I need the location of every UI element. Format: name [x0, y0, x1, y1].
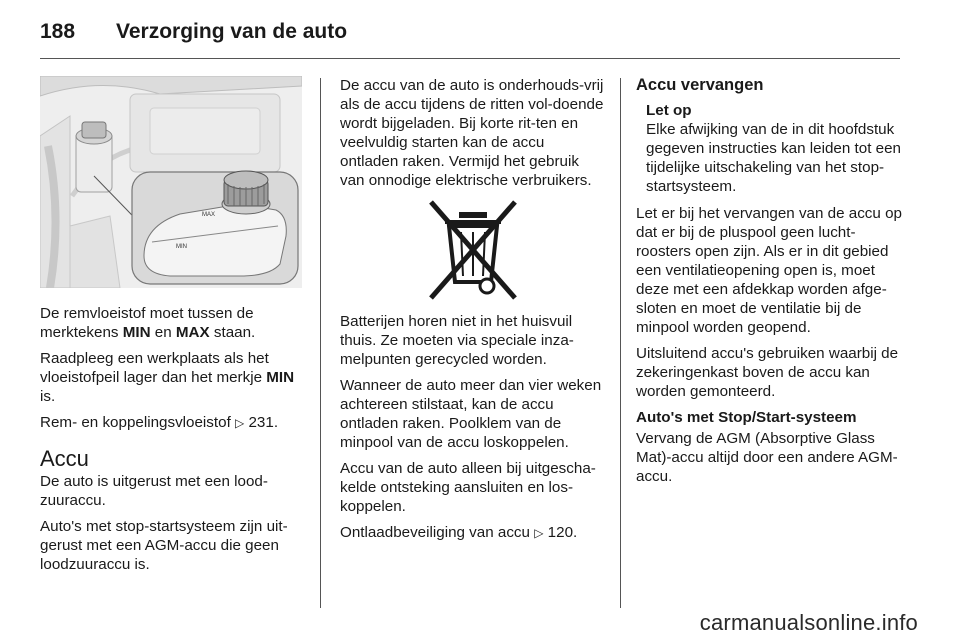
column-3 [636, 76, 904, 493]
accu-lead-acid-text: De auto is uitgerust met een lood-zuuraccu. [40, 473, 268, 509]
battery-disposal-text: Batterijen horen niet in het huisvuil thuis. Ze moeten via speciale inza-melpunten gerecycled worden. [340, 313, 574, 368]
subheading-stop-start: Auto's met Stop/Start-systeem [636, 409, 857, 426]
page-number: 188 [40, 20, 76, 43]
note-box [636, 101, 904, 196]
column-2 [340, 76, 606, 550]
column-divider-2 [620, 78, 621, 608]
brake-fluid-level-text: De remvloeistof moet tussen de merktekens MIN en MAX staan. [40, 305, 256, 341]
fuse-box-text: Uitsluitend accu's gebruiken waarbij de zekeringenkast boven de accu kan worden gemonteerd. [636, 345, 899, 400]
page-ref-arrow-icon: ▷ [235, 416, 245, 430]
heading-accu-vervangen: Accu vervangen [636, 76, 764, 94]
page-title: Verzorging van de auto [116, 20, 348, 43]
agm-replacement-text: Vervang de AGM (Absorptive Glass Mat)-accu altijd door een andere AGM-accu. [636, 430, 898, 485]
maintenance-free-text: De accu van de auto is onderhouds-vrij als de accu tijdens de ritten vol-doende wordt bijgeladen. Bij korte rit-ten en veelvuldig starten kan de accu ontladen raken. Vermijd het gebruik van onnodige elektrische verbruikers. [340, 77, 604, 189]
brake-fluid-low-text: Raadpleeg een werkplaats als het vloeistofpeil lager dan het merkje MIN is. [40, 350, 295, 405]
page-reference-link[interactable]: 120. [547, 524, 578, 541]
brake-fluid-reservoir-illustration [40, 76, 302, 288]
header-rule [40, 58, 900, 59]
column-divider-1 [320, 78, 321, 608]
page-reference-link[interactable]: 231. [248, 414, 279, 431]
accu-agm-text: Auto's met stop-startsysteem zijn uit-gerust met een AGM-accu die geen loodzuuraccu is. [40, 518, 288, 573]
crossed-bin-recycling-icon [425, 198, 521, 302]
watermark: carmanualsonline.info [699, 610, 918, 635]
discharge-protection-reference: Ontlaadbeveiliging van accu ▷ 120. [340, 524, 578, 541]
long-standstill-text: Wanneer de auto meer dan vier weken achtereen stilstaat, kan de accu ontladen raken. Poolklem van de minpool van de accu loskoppelen. [340, 377, 602, 451]
min-label: MIN [176, 244, 187, 250]
brake-fluid-reference: Rem- en koppelingsvloeistof ▷ 231. [40, 414, 279, 431]
note-title: Let op [646, 102, 692, 119]
max-label: MAX [202, 212, 216, 218]
page-ref-arrow-icon: ▷ [534, 526, 544, 540]
page-header [40, 20, 347, 44]
ventilation-text: Let er bij het vervangen van de accu op dat er bij de pluspool geen lucht-roosters open zijn. Als er in dit gebied een ventilatieopening open is, moet deze met een afdekkap worden afge-sloten en moet de ventilatie bij de minpool worden geopend. [636, 205, 902, 336]
section-title-accu: Accu [40, 446, 89, 471]
connect-ignition-off-text: Accu van de auto alleen bij uitgescha-kelde ontsteking aansluiten en los-koppelen. [340, 460, 596, 515]
column-1 [40, 76, 306, 581]
note-text: Elke afwijking van de in dit hoofdstuk gegeven instructies kan leiden tot een tijdelijke uitschakeling van het stop- startsysteem. [646, 121, 901, 195]
